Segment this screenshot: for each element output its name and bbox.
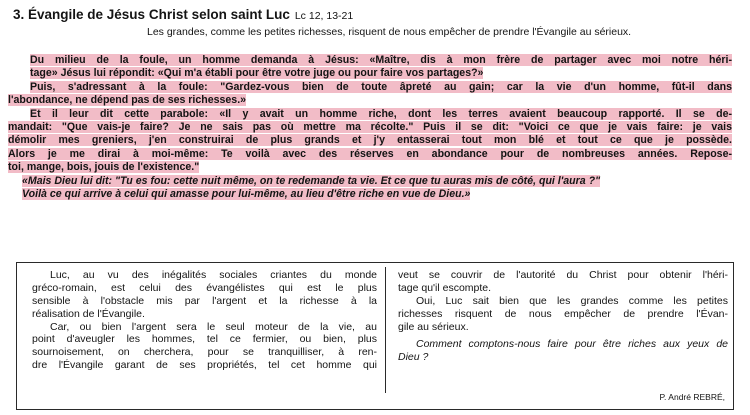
gospel-line: mandait: "Que vais-je faire? Je ne sais pas où mettre ma récolte." Puis il se dit: "Voici ce que je vais faire: je vais: [8, 120, 732, 133]
gospel-line: Et il leur dit cette parabole: «Il y avait un homme riche, dont les terres avaient beaucoup rapporté. Il se de-: [30, 107, 732, 120]
gospel-line: l'abondance, ne dépend pas de ses richesses.»: [8, 94, 247, 107]
gospel-line: «Mais Dieu lui dit: "Tu es fou: cette nuit même, on te redemande ta vie. Et ce que tu auras mis de côté, qui l'aura ?": [22, 174, 601, 187]
scripture-reference: Lc 12, 13-21: [294, 10, 354, 22]
commentary-left-column: [32, 269, 377, 372]
commentary-line: gréco-romain, est celui des évangélistes qui est le plus: [32, 281, 377, 294]
commentary-line: gile au sérieux.: [398, 320, 469, 333]
page-heading: [13, 6, 353, 24]
commentary-line: veut se couvrir de l'autorité du Christ pour obtenir l'héri-: [398, 269, 728, 281]
gospel-line: Voilà ce qui arrive à celui qui amasse pour lui-même, au lieu d'être riche en vue de Dieu.»: [22, 187, 471, 200]
commentary-line: tage qu'il escompte.: [398, 281, 492, 294]
commentary-line: dre l'Évangile garant de ses propriétés, tel cet homme qui: [32, 359, 377, 372]
commentary-line: Luc, au vu des inégalités sociales criantes du monde: [50, 269, 377, 281]
commentary-line: Oui, Luc sait bien que les grandes comme les petites: [416, 294, 728, 307]
commentary-line: sensible à l'obstacle mis par l'argent et la richesse à la: [32, 294, 377, 307]
gospel-line: Alors je me dirai à moi-même: Te voilà avec des réserves en abondance pour de nombreuses années. Repose-: [8, 147, 732, 160]
gospel-line: démolir mes greniers, j'en construirai de plus grands et j'y entasserai tout mon blé et tout ce que je possède.: [8, 134, 732, 147]
author-signature: P. André REBRÉ,: [659, 392, 725, 402]
commentary-line: richesses risquent de nous empêcher de prendre l'Évan-: [398, 307, 728, 320]
subtitle: Les grandes, comme les petites richesses, risquent de nous empêcher de prendre l'Évangile au sérieux.: [147, 26, 632, 38]
gospel-title: 3. Évangile de Jésus Christ selon saint Luc: [13, 7, 290, 22]
gospel-line: tage» Jésus lui répondit: «Qui m'a établi pour être votre juge ou pour faire vos partages?»: [30, 67, 484, 80]
gospel-line: toi, mange, bois, jouis de l'existence.": [8, 161, 200, 174]
commentary-line: Car, ou bien l'argent sera le seul moteur de la vie, au: [50, 320, 377, 333]
gospel-passage: [8, 54, 732, 201]
commentary-line: point d'aveugler les hommes, tel ce fermier, ou bien, plus: [32, 333, 377, 346]
commentary-box: [16, 262, 734, 410]
commentary-line: réalisation de l'Évangile.: [32, 307, 145, 320]
commentary-right-column: [398, 269, 728, 364]
gospel-line: Puis, s'adressant à la foule: "Gardez-vous bien de toute âpreté au gain; car la vie d'un homme, fût-il dans: [30, 80, 732, 93]
closing-question: Dieu ?: [398, 351, 429, 364]
commentary-line: sournoisement, on cherchera, pour se tranquilliser, à ren-: [32, 346, 377, 359]
column-divider: [385, 267, 386, 393]
gospel-line: Du milieu de la foule, un homme demanda à Jésus: «Maître, dis à mon frère de partager avec moi notre héri-: [30, 54, 732, 66]
closing-question: Comment comptons-nous faire pour être riches aux yeux de: [416, 338, 728, 351]
